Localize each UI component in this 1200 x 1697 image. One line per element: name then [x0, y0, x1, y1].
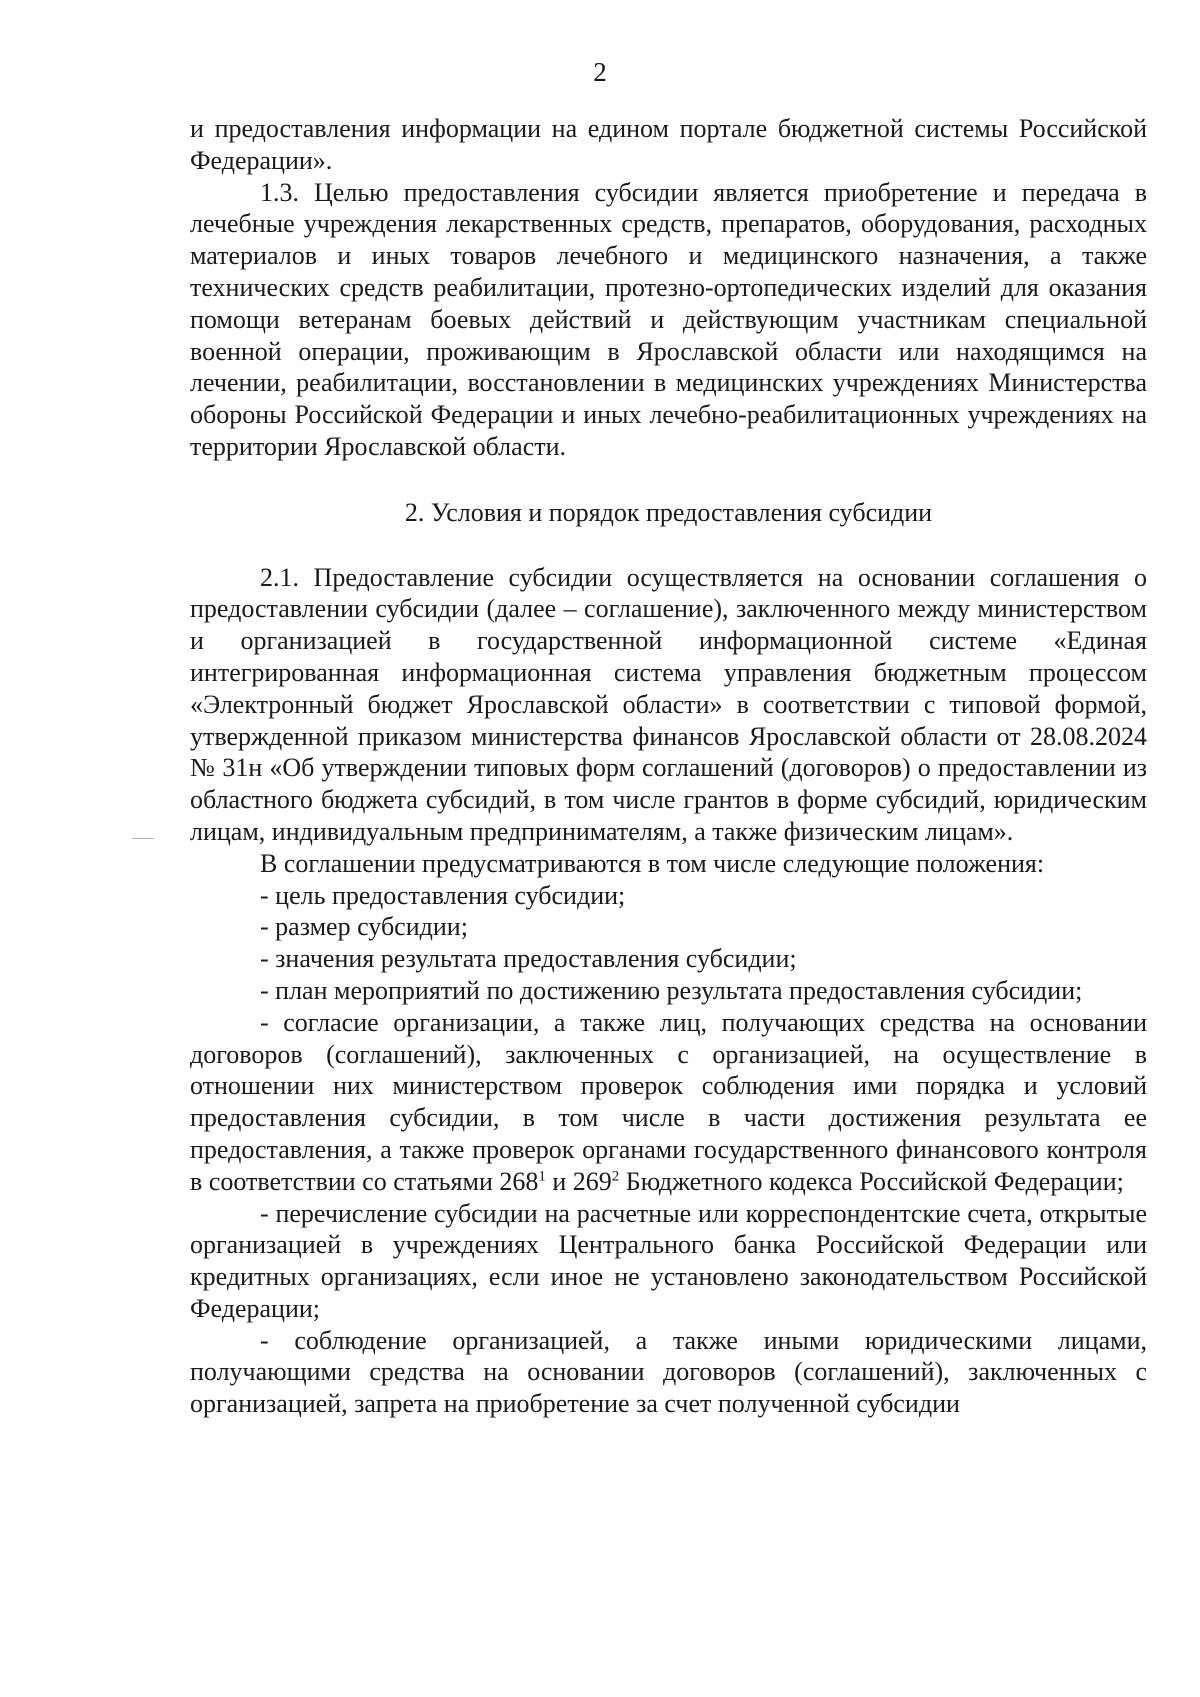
spacer — [190, 529, 1147, 562]
list-item-compliance: - соблюдение организацией, а также иными юридическими лицами, получающими средства на основании договоров (соглашений), заключенных с организацией, запрета на приобретение за счет полученной субсидии — [190, 1325, 1147, 1419]
superscript-1: 1 — [538, 1168, 546, 1185]
section-heading: 2. Условия и порядок предоставления субсидии — [404, 497, 933, 527]
consent-text-part2: и 269 — [545, 1166, 612, 1196]
list-item-plan: - план мероприятий по достижению результата предоставления субсидии; — [260, 975, 1083, 1005]
list-item-values: - значения результата предоставления субсидии; — [260, 944, 797, 974]
list-item-consent — [190, 1007, 1147, 1198]
list-item-goal: - цель предоставления субсидии; — [260, 880, 626, 910]
provisions-intro: В соглашении предусматриваются в том числе следующие положения: — [260, 848, 1045, 878]
document-body — [190, 113, 1147, 1420]
spacer — [190, 463, 1147, 497]
list-item-transfer: - перечисление субсидии на расчетные или корреспондентские счета, открытые организацией в учреждениях Центрального банка Российской Федерации или кредитных организациях, если иное не установлено законодательством Российской Федерации; — [190, 1198, 1147, 1323]
paragraph-1-3: 1.3. Целью предоставления субсидии является приобретение и передача в лечебные учреждения лекарственных средств, препаратов, оборудования, расходных материалов и иных товаров лечебного и медицинского назначения, а также технических средств реабилитации, протезно-ортопедических изделий для оказания помощи ветеранам боевых действий и действующим участникам специальной военной операции, проживающим в Ярославской области или находящимся на лечении, реабилитации, восстановлении в медицинских учреждениях Министерства обороны Российской Федерации и иных лечебно-реабилитационных учреждениях на территории Ярославской области. — [190, 177, 1147, 461]
consent-text-part1: - согласие организации, а также лиц, получающих средства на основании договоров (соглашений), заключенных с организацией, на осуществление в отношении них министерством проверок соблюдения ими порядка и условий предоставления субсидии, в том числе в части достижения результата ее предоставления, а также проверок органами государственного финансового контроля в соответствии со статьями 268 — [190, 1007, 1147, 1196]
paragraph-continuation: и предоставления информации на едином портале бюджетной системы Российской Федерации». — [190, 114, 1147, 175]
superscript-2: 2 — [611, 1168, 620, 1185]
paragraph-2-1: 2.1. Предоставление субсидии осуществляется на основании соглашения о предоставлении субсидии (далее – соглашение), заключенного между министерством и организацией в государственной информационной системе «Единая интегрированная информационная система управления бюджетным процессом «Электронный бюджет Ярославской области» в соответствии с типовой формой, утвержденной приказом министерства финансов Ярославской области от 28.08.2024 № 31н «Об утверждении типовых форм соглашений (договоров) о предоставлении из областного бюджета субсидий, в том числе грантов в форме субсидий, юридическим лицам, индивидуальным предпринимателям, а также физическим лицам». — [190, 562, 1147, 846]
list-item-size: - размер субсидии; — [260, 912, 468, 942]
scan-artifact — [132, 838, 154, 839]
consent-text-part3: Бюджетного кодекса Российской Федерации; — [619, 1166, 1124, 1196]
page-number: 2 — [593, 57, 607, 87]
